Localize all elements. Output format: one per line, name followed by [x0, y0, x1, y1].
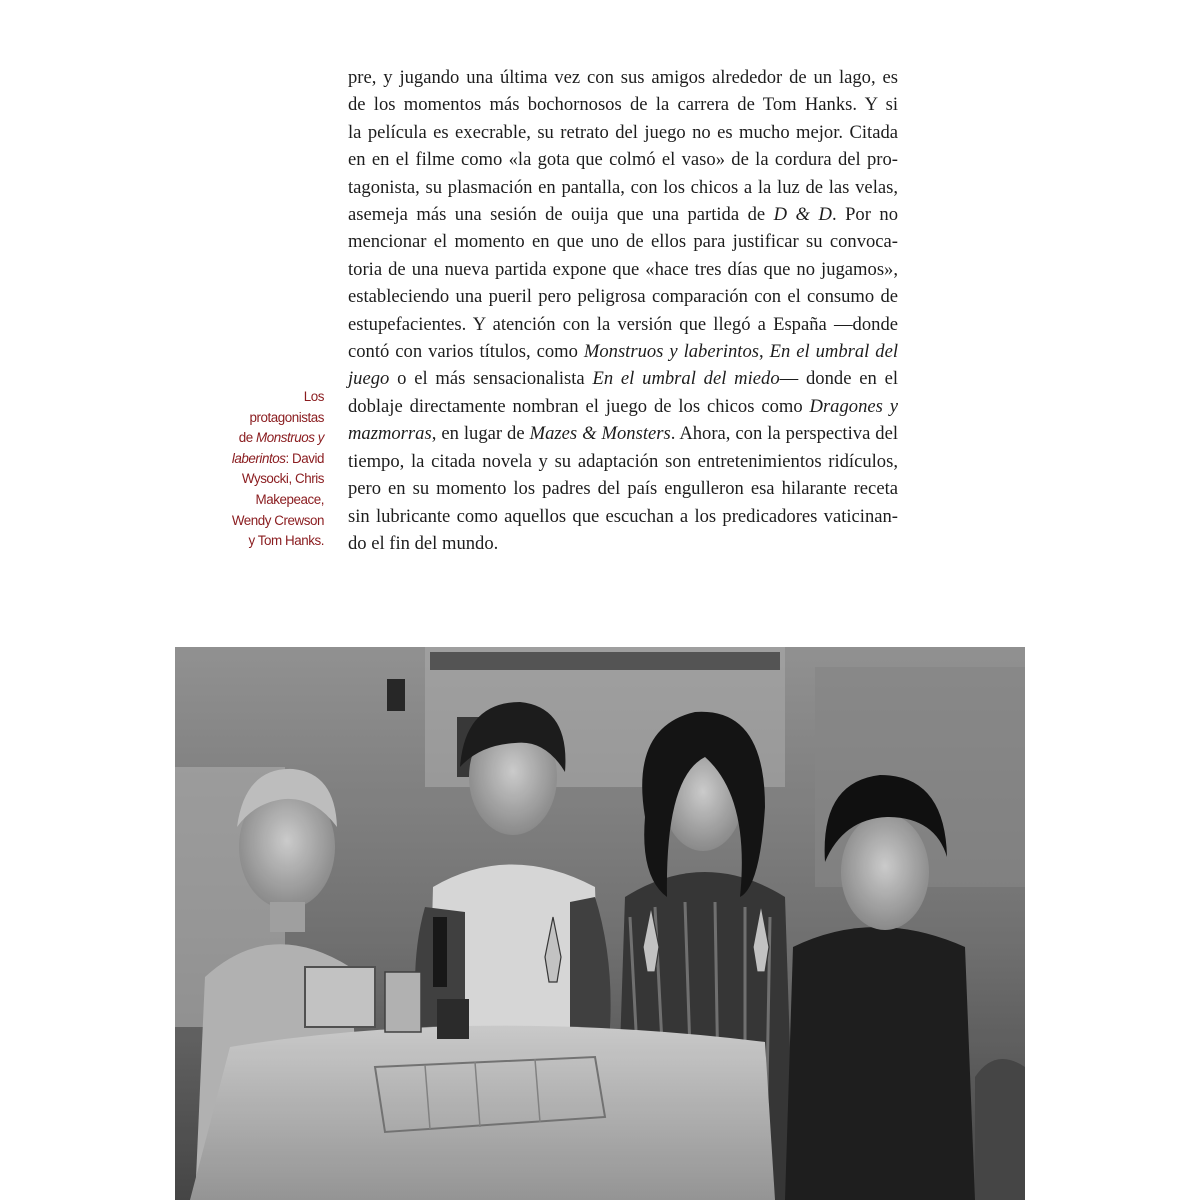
text-run: y Tom Hanks.: [248, 533, 324, 549]
text-run: . Por no: [831, 204, 898, 226]
body-text-line: [348, 530, 898, 557]
caption-line: [222, 511, 324, 532]
italic-title: laberintos: [231, 450, 286, 466]
italic-title: mazmorras: [348, 423, 432, 445]
body-text-line: [348, 174, 898, 201]
caption-line: [222, 387, 324, 408]
text-run: estableciendo una pueril pero peligrosa comparación con el consumo de: [348, 286, 898, 308]
body-text-line: [348, 228, 898, 255]
body-text-line: [348, 503, 898, 530]
text-run: la película es execrable, su retrato del juego no es mucho mejor. Citada: [348, 121, 898, 143]
text-run: contó con varios títulos, como: [348, 341, 584, 363]
caption-line: [222, 531, 324, 552]
italic-title: juego: [348, 368, 390, 390]
body-text-line: [348, 420, 898, 447]
italic-title: En el umbral del miedo: [592, 368, 780, 390]
text-run: de los momentos más bochornosos de la carrera de Tom Hanks. Y si: [348, 94, 898, 116]
text-run: toria de una nueva partida expone que «hace tres días que no jugamos»,: [348, 258, 898, 280]
text-run: Makepeace,: [255, 491, 324, 507]
italic-title: D & D: [773, 204, 832, 226]
text-run: pre, y jugando una última vez con sus amigos alrededor de un lago, es: [348, 67, 898, 88]
text-run: sin lubricante como aquellos que escuchan a los predicadores vaticinan-: [348, 505, 898, 527]
body-text-line: [348, 393, 898, 420]
caption-line: [222, 469, 324, 490]
film-still-photo: [175, 647, 1025, 1200]
body-text-line: [348, 256, 898, 283]
italic-title: En el umbral del: [769, 341, 898, 363]
body-text-line: [348, 146, 898, 173]
text-run: en en el filme como «la gota que colmó el vaso» de la cordura del pro-: [348, 149, 898, 171]
photo-caption: [222, 387, 324, 552]
text-run: ,: [759, 341, 770, 363]
body-text: [348, 64, 898, 557]
text-run: mencionar el momento en que uno de ellos para justificar su convoca-: [348, 231, 898, 253]
text-run: . Ahora, con la perspectiva del: [670, 423, 899, 445]
text-run: pero en su momento los padres del país engulleron esa hilarante receta: [348, 478, 898, 500]
text-run: Los: [303, 389, 324, 404]
text-run: Wysocki, Chris: [241, 471, 324, 487]
text-run: , en lugar de: [431, 423, 530, 445]
caption-line: [222, 449, 324, 470]
body-text-line: [348, 475, 898, 502]
text-run: de: [238, 430, 257, 446]
text-run: doblaje directamente nombran el juego de los chicos como: [348, 395, 810, 417]
text-run: tiempo, la citada novela y su adaptación son entretenimientos ridículos,: [348, 450, 898, 472]
italic-title: Monstruos y: [256, 430, 324, 446]
text-run: : David: [285, 450, 324, 466]
text-run: estupefacientes. Y atención con la versión que llegó a España —donde: [348, 313, 898, 335]
body-text-line: [348, 283, 898, 310]
text-run: — donde en el: [779, 368, 899, 390]
italic-title: Monstruos y laberintos: [583, 341, 759, 363]
body-text-line: [348, 64, 898, 91]
italic-title: Dragones y: [809, 395, 898, 417]
text-run: o el más sensacionalista: [389, 368, 593, 390]
body-text-line: [348, 365, 898, 392]
text-run: Wendy Crewson: [231, 512, 324, 528]
body-text-line: [348, 311, 898, 338]
body-text-line: [348, 119, 898, 146]
italic-title: Mazes & Monsters: [529, 423, 671, 445]
body-text-line: [348, 338, 898, 365]
caption-line: [222, 428, 324, 449]
text-run: protagonistas: [249, 409, 324, 425]
caption-line: [222, 408, 324, 429]
text-run: tagonista, su plasmación en pantalla, con los chicos a la luz de las velas,: [348, 176, 898, 198]
text-run: do el fin del mundo.: [348, 532, 499, 554]
body-text-line: [348, 201, 898, 228]
photo-illustration: [175, 647, 1025, 1200]
text-run: asemeja más una sesión de ouija que una partida de: [348, 204, 774, 226]
caption-line: [222, 490, 324, 511]
body-text-line: [348, 91, 898, 118]
body-text-line: [348, 448, 898, 475]
